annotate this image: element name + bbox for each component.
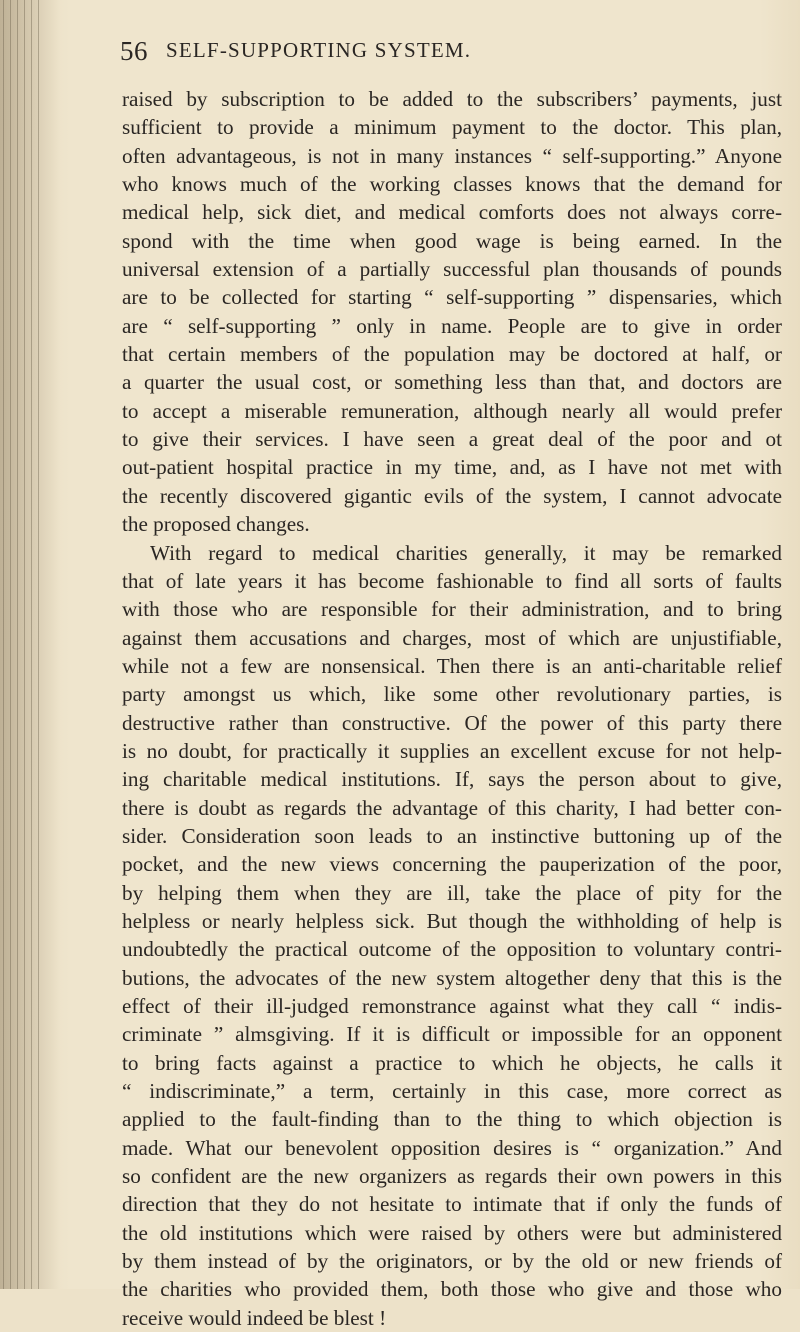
text-line: the charities who provided them, both those who give and those who — [122, 1277, 782, 1302]
text-line: by helping them when they are ill, take the place of pity for the — [122, 880, 782, 905]
text-line: the old institutions which were raised by others were but administered — [122, 1220, 782, 1245]
paragraph-end-line: receive would indeed be blest ! — [122, 1305, 387, 1330]
page-number: 56 — [120, 36, 148, 66]
text-line: butions, the advocates of the new system altogether deny that this is the — [122, 965, 782, 990]
paragraph-end-line: the proposed changes. — [122, 512, 310, 537]
text-line: with those who are responsible for their administration, and to bring — [122, 597, 782, 622]
text-line: ing charitable medical institutions. If, says the person about to give, — [122, 767, 782, 792]
text-line: party amongst us which, like some other revolutionary parties, is — [122, 682, 782, 707]
text-line: are “ self-supporting ” only in name. People are to give in order — [122, 313, 782, 338]
text-line: by them instead of by the originators, or by the old or new friends of — [122, 1249, 782, 1274]
text-line: often advantageous, is not in many instances “ self-supporting.” Anyone — [122, 143, 782, 168]
text-line: out-patient hospital practice in my time, and, as I have not met with — [122, 455, 782, 480]
paragraph-start-line: With regard to medical charities generally, it may be remarked — [150, 540, 782, 565]
text-line: that of late years it has become fashionable to find all sorts of faults — [122, 568, 782, 593]
text-line: raised by subscription to be added to the subscribers’ payments, just — [122, 87, 782, 111]
text-line: direction that they do not hesitate to intimate that if only the funds of — [122, 1192, 782, 1217]
page-header — [120, 36, 790, 76]
text-line: to bring facts against a practice to which he objects, he calls it — [122, 1050, 782, 1075]
text-line: applied to the fault-finding than to the thing to which objection is — [122, 1107, 782, 1132]
text-line: a quarter the usual cost, or something less than that, and doctors are — [122, 370, 782, 395]
page-binding-edge — [0, 0, 44, 1289]
running-title: SELF-SUPPORTING SYSTEM. — [166, 38, 472, 62]
text-line: so confident are the new organizers as regards their own powers in this — [122, 1164, 782, 1189]
text-line: are to be collected for starting “ self-supporting ” dispensaries, which — [122, 285, 782, 310]
text-line: who knows much of the working classes knows that the demand for — [122, 172, 782, 197]
text-line: helpless or nearly helpless sick. But though the withholding of help is — [122, 908, 782, 933]
text-line: destructive rather than constructive. Of the power of this party there — [122, 710, 782, 735]
text-line: criminate ” almsgiving. If it is difficult or impossible for an opponent — [122, 1022, 782, 1047]
text-line: to give their services. I have seen a great deal of the poor and ot — [122, 427, 782, 452]
text-line: made. What our benevolent opposition desires is “ organization.” And — [122, 1135, 782, 1160]
text-line: “ indiscriminate,” a term, certainly in this case, more correct as — [122, 1079, 782, 1104]
text-line: against them accusations and charges, most of which are unjustifiable, — [122, 625, 782, 650]
text-line: while not a few are nonsensical. Then there is an anti-charitable relief — [122, 653, 782, 678]
text-line: that certain members of the population may be doctored at half, or — [122, 342, 782, 367]
text-line: to accept a miserable remuneration, although nearly all would prefer — [122, 398, 782, 423]
text-line: sider. Consideration soon leads to an instinctive buttoning up of the — [122, 823, 782, 848]
text-line: undoubtedly the practical outcome of the opposition to voluntary contri- — [122, 937, 782, 962]
text-line: the recently discovered gigantic evils of the system, I cannot advocate — [122, 483, 782, 508]
text-line: medical help, sick diet, and medical comforts does not always corre- — [122, 200, 782, 225]
text-line: there is doubt as regards the advantage of this charity, I had better con- — [122, 795, 782, 820]
text-line: spond with the time when good wage is being earned. In the — [122, 228, 782, 253]
text-line: effect of their ill-judged remonstrance against what they call “ indis- — [122, 994, 782, 1018]
text-line: universal extension of a partially successful plan thousands of pounds — [122, 257, 782, 282]
text-line: pocket, and the new views concerning the pauperization of the poor, — [122, 852, 782, 877]
text-line: is no doubt, for practically it supplies an excellent excuse for not help- — [122, 738, 782, 763]
body-text — [122, 85, 782, 1332]
text-line: sufficient to provide a minimum payment to the doctor. This plan, — [122, 115, 782, 140]
